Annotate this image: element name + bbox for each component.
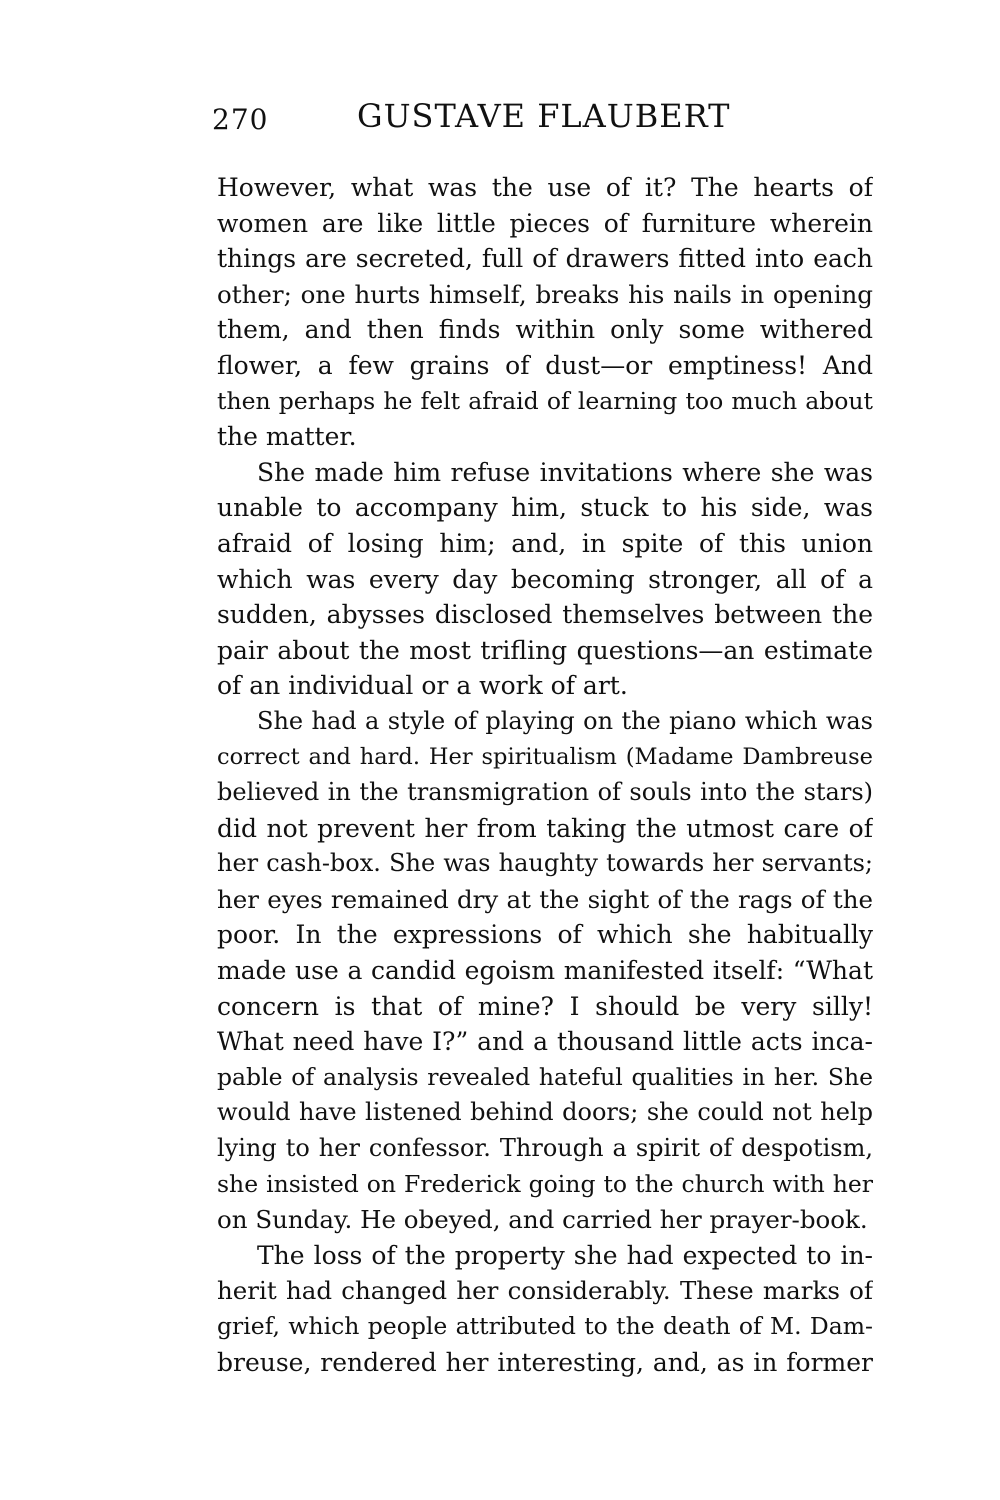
text-line: women are like little pieces of furniture wherein (217, 208, 873, 238)
text-line: She made him refuse invitations where she was (257, 457, 873, 487)
text-line: What need have I?” and a thousand little acts inca- (217, 1027, 873, 1057)
text-line: she insisted on Frederick going to the church with her (217, 1169, 873, 1198)
text-line: poor. In the expressions of which she habitually (217, 920, 873, 950)
text-line: concern is that of mine? I should be very silly! (217, 991, 873, 1021)
text-line: afraid of losing him; and, in spite of this union (217, 528, 873, 558)
text-line: breuse, rendered her interesting, and, as in former (217, 1347, 873, 1377)
text-line: them, and then finds within only some withered (217, 315, 873, 345)
text-line: herit had changed her considerably. These marks of (217, 1276, 873, 1306)
text-line: She had a style of playing on the piano which was (257, 706, 873, 735)
text-line: things are secreted, full of drawers fitted into each (217, 244, 873, 274)
text-line: pair about the most trifling questions—an estimate (217, 635, 873, 665)
text-line: other; one hurts himself, breaks his nails in opening (217, 279, 873, 309)
text-line: The loss of the property she had expected to in- (257, 1240, 873, 1270)
page-number: 270 (212, 103, 269, 136)
text-line: unable to accompany him, stuck to his side, was (217, 493, 873, 523)
text-line: the matter. (217, 422, 357, 452)
running-head (212, 97, 732, 145)
text-line: then perhaps he felt afraid of learning too much about (217, 386, 873, 415)
text-line: sudden, abysses disclosed themselves between the (217, 600, 873, 630)
text-line: her cash-box. She was haughty towards her servants; (217, 849, 873, 878)
text-line: made use a candid egoism manifested itself: “What (217, 956, 873, 986)
text-line: did not prevent her from taking the utmost care of (217, 813, 873, 843)
text-line: which was every day becoming stronger, all of a (217, 564, 873, 594)
text-line: her eyes remained dry at the sight of the rags of the (217, 884, 873, 914)
text-line: on Sunday. He obeyed, and carried her prayer-book. (217, 1205, 868, 1235)
text-line: believed in the transmigration of souls into the stars) (217, 778, 873, 807)
text-line: flower, a few grains of dust—or emptiness! And (217, 350, 873, 380)
text-line: of an individual or a work of art. (217, 671, 628, 701)
text-line: correct and hard. Her spiritualism (Madame Dambreuse (217, 743, 873, 770)
running-title: GUSTAVE FLAUBERT (357, 97, 731, 135)
text-line: would have listened behind doors; she could not help (217, 1098, 873, 1127)
body-text (217, 170, 873, 1380)
text-line: However, what was the use of it? The hearts of (217, 173, 873, 202)
text-line: pable of analysis revealed hateful qualities in her. She (217, 1062, 873, 1091)
text-line: lying to her confessor. Through a spirit of despotism, (217, 1134, 873, 1163)
text-line: grief, which people attributed to the death of M. Dam- (217, 1312, 873, 1340)
